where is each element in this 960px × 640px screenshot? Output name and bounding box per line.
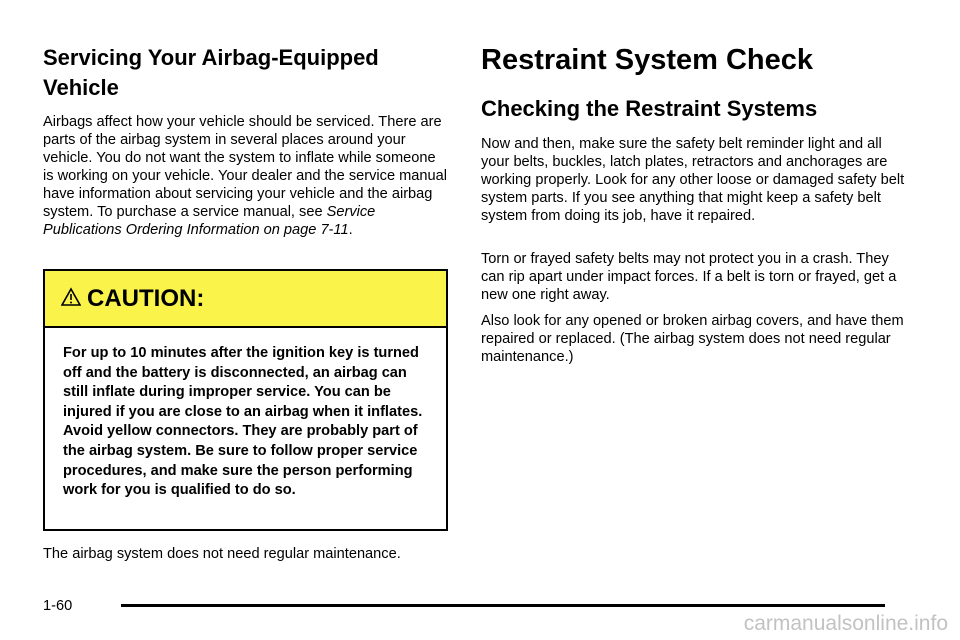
warning-triangle-icon (61, 287, 81, 311)
airbag-maintenance-note: The airbag system does not need regular maintenance. (43, 546, 401, 562)
subheading-checking-restraints: Checking the Restraint Systems (481, 96, 818, 121)
restraint-paragraph-2: Torn or frayed safety belts may not protect you in a crash. They can rip apart under impact forces. If a belt is torn or frayed, get a new one right away. (481, 251, 897, 303)
restraint-paragraph-1: Now and then, make sure the safety belt reminder light and all your belts, buckles, latch plates, retractors and anchorages are working properly. Look for any other loose or damaged safety belt system parts. If you see anything that might keep a safety belt system from doing its job, have it repaired. (481, 136, 905, 224)
intro-text: Airbags affect how your vehicle should be serviced. There are parts of the airbag system in several places around your vehicle. You do not want the system to inflate while someone is working on your vehicle. Your dealer and the service manual have information about servicing your vehicle and the airbag system. To purchase a service manual, see (43, 114, 447, 220)
intro-end: . (348, 222, 353, 238)
caution-box (43, 269, 448, 531)
page-number: 1-60 (43, 598, 73, 614)
service-publications-link[interactable]: Service Publications Ordering Information on page 7-11 (43, 204, 376, 238)
watermark: carmanualsonline.info (743, 612, 948, 635)
restraint-paragraph-3: Also look for any opened or broken airbag covers, and have them repaired or replaced. (The airbag system does not need regular maintenance.) (481, 313, 904, 365)
caution-header (45, 271, 446, 328)
caution-title: CAUTION: (87, 284, 205, 312)
section-heading-airbag-servicing: Servicing Your Airbag-Equipped Vehicle (43, 45, 379, 100)
footer-rule (121, 604, 885, 607)
section-heading-restraint-check: Restraint System Check (481, 44, 814, 76)
caution-body-text: For up to 10 minutes after the ignition key is turned off and the battery is disconnected, an airbag can still inflate during improper service. You can be injured if you are close to an airbag when it inflates. Avoid yellow connectors. They are probably part of the airbag system. Be sure to follow proper service procedures, and make sure the person performing work for you is qualified to do so. (63, 345, 423, 499)
airbag-servicing-paragraph (43, 113, 448, 239)
